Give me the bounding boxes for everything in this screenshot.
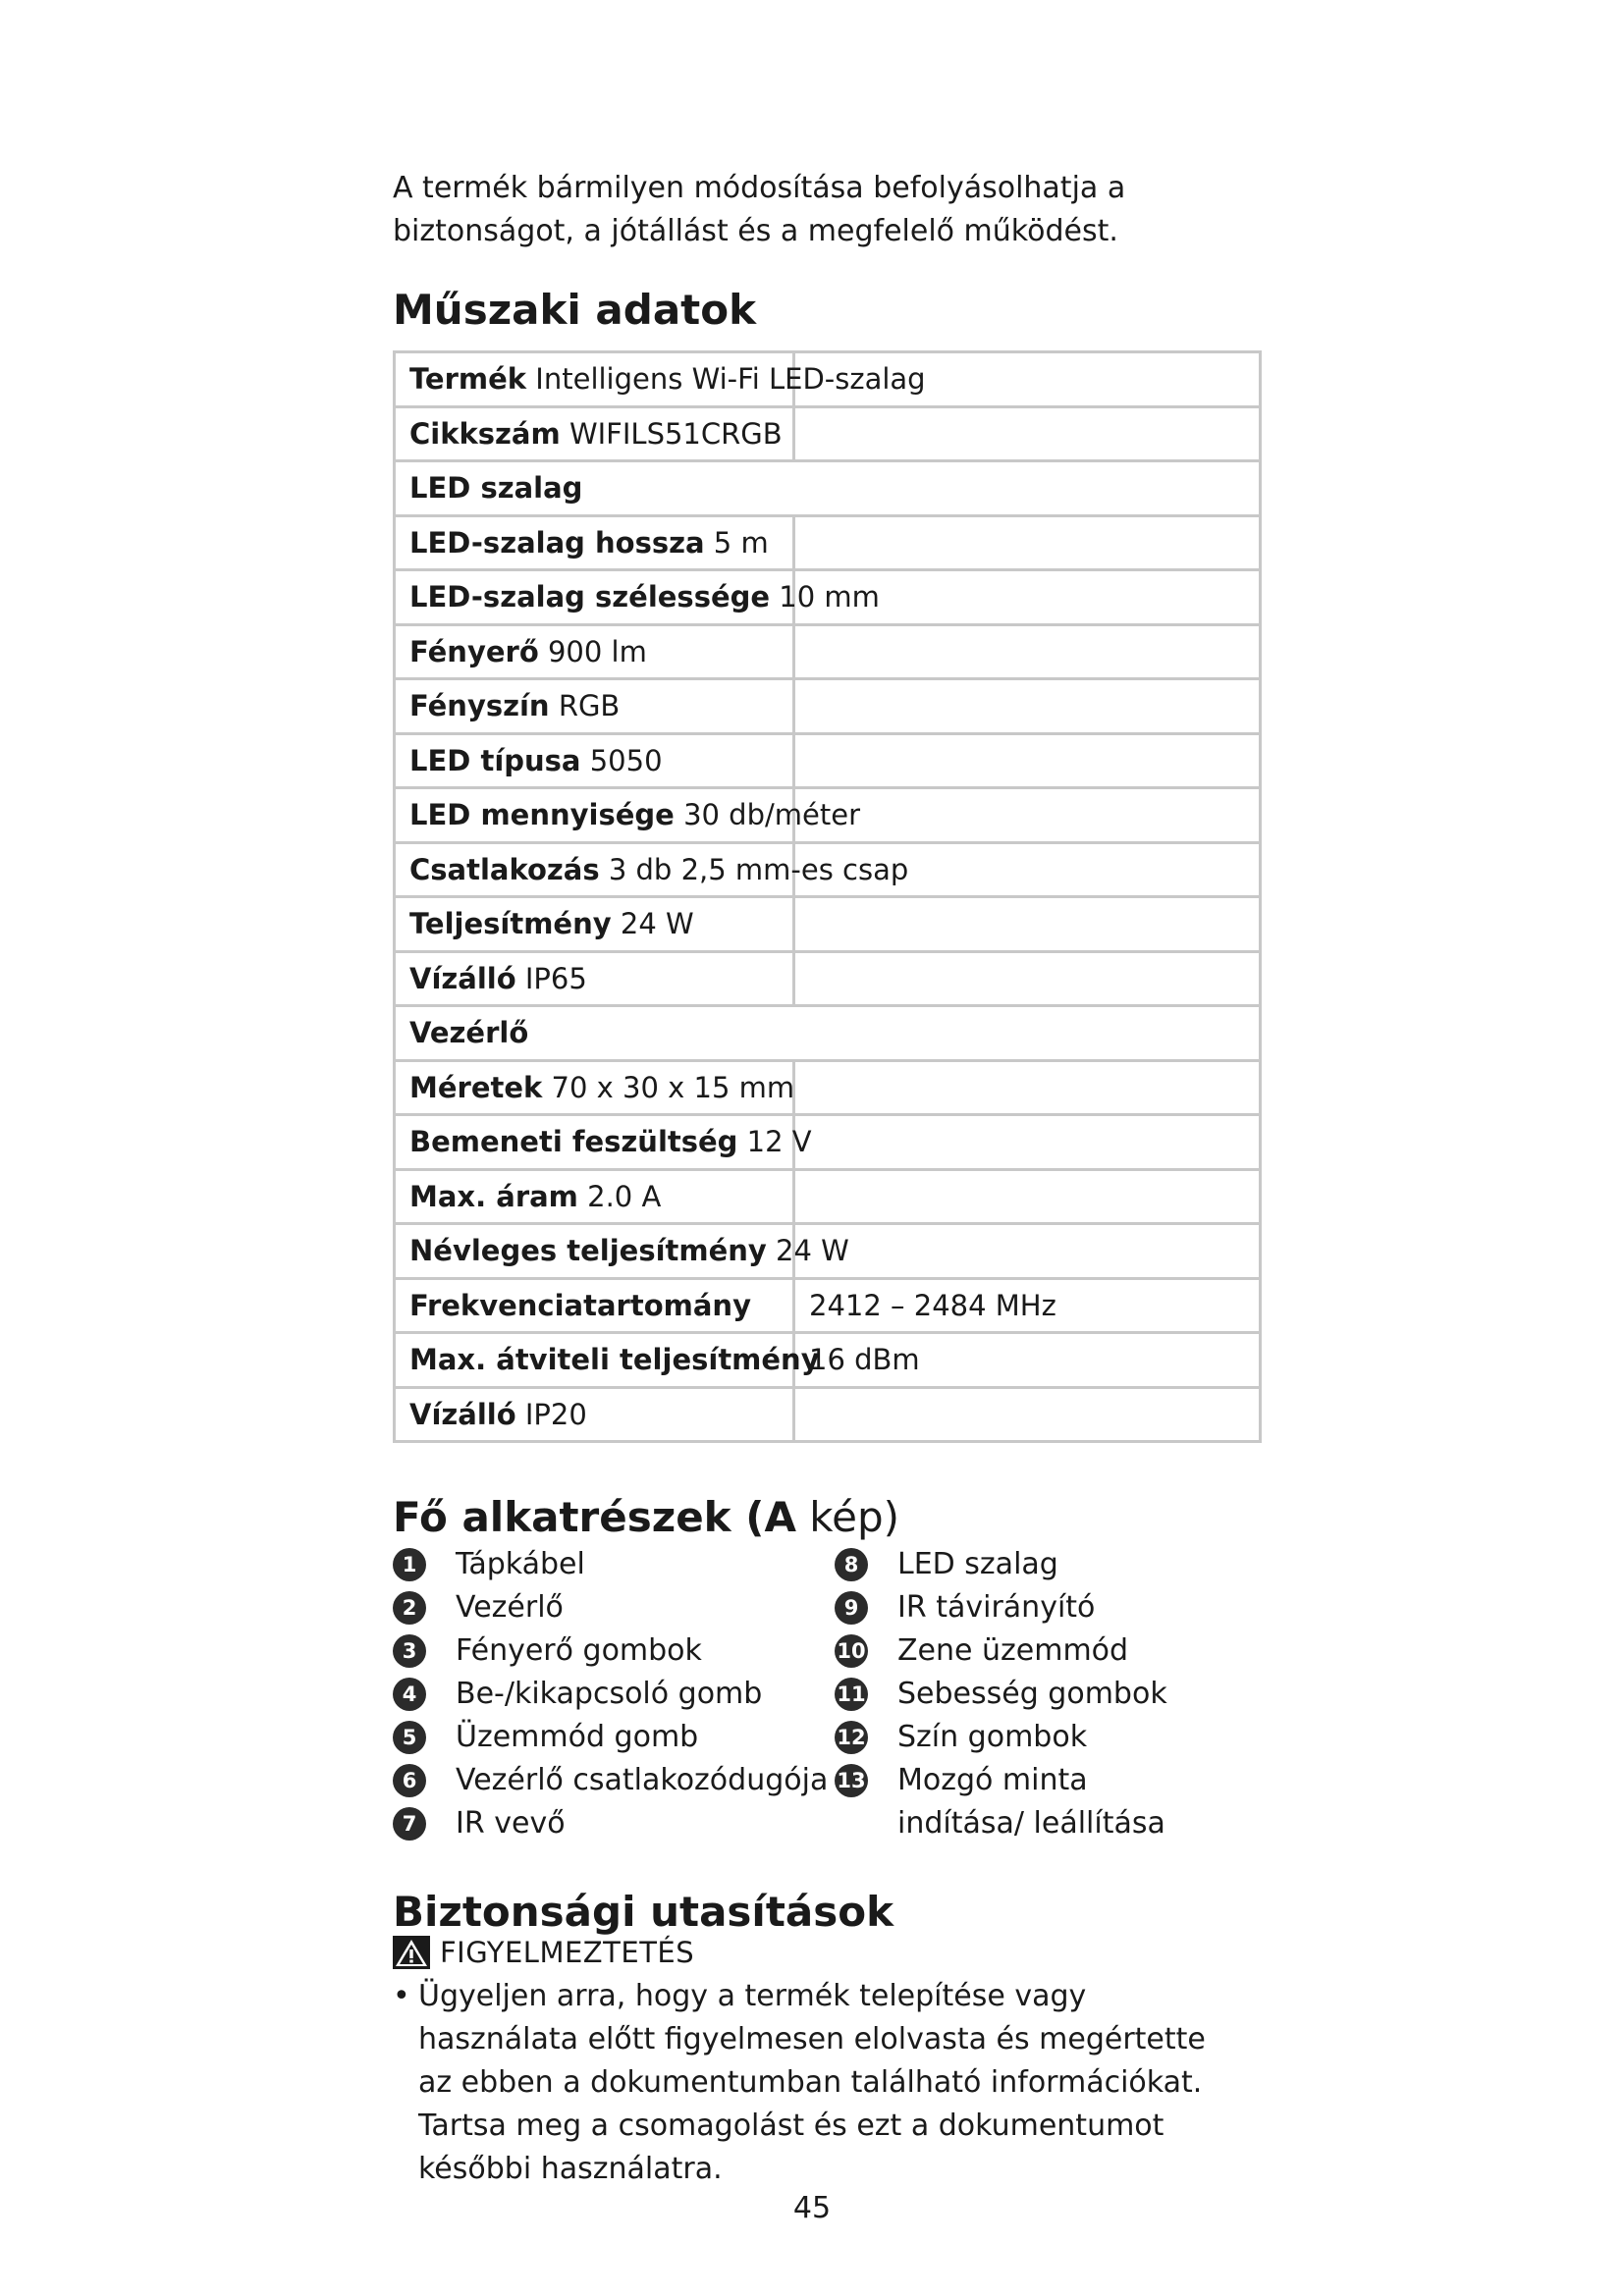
component-number-badge: 11 [835, 1678, 868, 1711]
spec-cell-label [395, 1387, 794, 1442]
component-label: Tápkábel [456, 1547, 585, 1581]
spec-label: Vezérlő [409, 1016, 529, 1050]
spec-cell-value [794, 951, 1261, 1006]
spec-label: Max. átviteli teljesítmény [409, 1343, 820, 1377]
component-item [835, 1586, 1192, 1629]
spec-cell-label [395, 1169, 794, 1224]
warning-triangle-icon [393, 1936, 430, 1969]
spec-row [395, 570, 1261, 625]
component-item [835, 1543, 1192, 1586]
component-number-badge: 8 [835, 1548, 868, 1581]
spec-label: Max. áram [409, 1179, 578, 1213]
component-item [393, 1586, 828, 1629]
spec-cell-text [409, 417, 783, 451]
spec-cell-text [409, 635, 647, 668]
spec-cell-label [395, 406, 794, 461]
spec-cell-text [409, 362, 926, 396]
spec-row [395, 1169, 1261, 1224]
component-label: Vezérlő csatlakozódugója [456, 1763, 829, 1797]
spec-label: Névleges teljesítmény [409, 1234, 767, 1268]
component-item [393, 1716, 828, 1759]
spec-cell-label [395, 733, 794, 788]
spec-cell-value [794, 788, 1261, 843]
spec-cell-value [794, 897, 1261, 952]
spec-label: LED mennyisége [409, 798, 675, 832]
warning-line [393, 1936, 694, 1969]
component-label: Vezérlő [456, 1590, 564, 1625]
component-item [393, 1543, 828, 1586]
spec-cell-label [395, 679, 794, 734]
spec-label: Fényerő [409, 634, 539, 668]
spec-label: LED-szalag szélessége [409, 580, 771, 614]
spec-cell-label [395, 1006, 1261, 1061]
spec-row [395, 352, 1261, 407]
component-label: Fényerő gombok [456, 1633, 702, 1668]
spec-row [395, 733, 1261, 788]
spec-row [395, 842, 1261, 897]
spec-cell-label [395, 1224, 849, 1279]
component-item [393, 1759, 828, 1802]
components-heading-bold: Fő alkatrészek ( [393, 1493, 765, 1541]
safety-bullet [393, 1975, 1257, 2191]
components-list-left [393, 1543, 828, 1845]
spec-cell-text [409, 580, 880, 614]
component-number-badge: 12 [835, 1721, 868, 1754]
spec-row [395, 624, 1261, 679]
spec-row [395, 406, 1261, 461]
component-label: Üzemmód gomb [456, 1720, 699, 1754]
spec-row [395, 461, 1261, 516]
spec-value: 3 db 2,5 mm-es csap [608, 852, 909, 886]
component-item [835, 1716, 1192, 1759]
component-item [393, 1629, 828, 1673]
spec-cell-text [409, 1234, 849, 1267]
spec-row [395, 1333, 1261, 1388]
spec-value: 12 V [746, 1125, 812, 1159]
component-item [393, 1673, 828, 1716]
spec-cell-text [409, 744, 663, 777]
spec-cell-text [409, 907, 694, 940]
spec-cell-value [794, 1224, 1261, 1279]
bullet-dot: • [393, 1979, 410, 2013]
spec-row [395, 788, 1261, 843]
safety-bullet-text: Ügyeljen arra, hogy a termék telepítése vagy használata előtt figyelmesen elolvasta és megértette az ebben a dokumentumban található információkat. Tartsa meg a csomagolást és ezt a dokumentumot későbbi használatra. [418, 1979, 1206, 2186]
spec-cell-label [395, 1333, 820, 1388]
component-label: IR vevő [456, 1806, 566, 1841]
spec-label: Frekvenciatartomány [409, 1288, 751, 1322]
component-label: Sebesség gombok [897, 1677, 1167, 1711]
spec-cell-label [395, 515, 794, 570]
spec-cell-label [395, 1115, 812, 1170]
components-list-right [835, 1543, 1192, 1845]
spec-cell-text [409, 1071, 794, 1104]
spec-cell-value [794, 624, 1261, 679]
spec-value: IP20 [524, 1397, 587, 1431]
spec-cell-label [395, 788, 860, 843]
spec-value: 24 W [620, 907, 694, 941]
spec-value: 10 mm [779, 580, 880, 614]
spec-row [395, 1115, 1261, 1170]
component-number-badge: 1 [393, 1548, 426, 1581]
spec-row [395, 515, 1261, 570]
spec-label: Méretek [409, 1070, 543, 1104]
safety-heading: Biztonsági utasítások [393, 1888, 894, 1936]
spec-value: 5 m [713, 525, 769, 560]
component-number-badge: 2 [393, 1591, 426, 1625]
specs-heading: Műszaki adatok [393, 286, 757, 334]
spec-value: IP65 [524, 961, 587, 995]
component-number-badge: 3 [393, 1634, 426, 1668]
spec-cell-value [794, 515, 1261, 570]
spec-cell-label [395, 570, 880, 625]
intro-paragraph: A termék bármilyen módosítása befolyásolhatja a biztonságot, a jótállást és a megfelelő működést. [393, 171, 1126, 248]
spec-cell-value [794, 679, 1261, 734]
spec-cell-text [409, 526, 769, 560]
warning-label: FIGYELMEZTETÉS [440, 1936, 695, 1969]
spec-cell-value [794, 1169, 1261, 1224]
spec-value: 2.0 A [587, 1179, 662, 1213]
components-heading-letter: A [764, 1493, 796, 1541]
component-label: Zene üzemmód [897, 1633, 1129, 1668]
spec-label: Bemeneti feszültség [409, 1125, 738, 1159]
spec-value: 30 db/méter [683, 798, 860, 832]
spec-label: Csatlakozás [409, 852, 600, 886]
component-item [393, 1802, 828, 1845]
spec-cell-value [794, 1060, 1261, 1115]
spec-label: LED-szalag hossza [409, 525, 705, 560]
spec-row [395, 1387, 1261, 1442]
spec-label: Vízálló [409, 961, 516, 995]
component-label: Be-/kikapcsoló gomb [456, 1677, 763, 1711]
spec-cell-text [409, 689, 620, 722]
spec-cell-text [409, 1125, 812, 1158]
spec-cell-value [794, 1333, 1261, 1388]
component-item [835, 1759, 1192, 1845]
spec-row [395, 1006, 1261, 1061]
spec-row [395, 1278, 1261, 1333]
spec-cell-value [794, 1387, 1261, 1442]
components-heading-plain: kép) [795, 1493, 900, 1541]
spec-label: Vízálló [409, 1397, 516, 1431]
spec-label: LED szalag [409, 471, 583, 506]
spec-cell-text [409, 471, 582, 505]
spec-cell-label [395, 842, 909, 897]
spec-cell-label [395, 461, 1261, 516]
spec-cell-label [395, 951, 794, 1006]
spec-cell-value [794, 406, 1261, 461]
spec-row [395, 1224, 1261, 1279]
spec-cell-value [794, 1115, 1261, 1170]
spec-cell-text [409, 798, 860, 831]
component-item [835, 1629, 1192, 1673]
spec-value-right: 2412 – 2484 MHz [809, 1288, 1056, 1322]
spec-cell-label [395, 1278, 794, 1333]
spec-value: RGB [558, 689, 621, 723]
component-item [835, 1673, 1192, 1716]
spec-cell-text [409, 1180, 661, 1213]
component-number-badge: 9 [835, 1591, 868, 1625]
component-number-badge: 13 [835, 1764, 868, 1797]
spec-cell-text [409, 853, 908, 886]
spec-cell-text [409, 1016, 528, 1049]
spec-cell-label [395, 352, 926, 407]
spec-label: Teljesítmény [409, 907, 612, 941]
spec-value: WIFILS51CRGB [568, 416, 783, 451]
components-heading [393, 1492, 899, 1543]
spec-label: LED típusa [409, 743, 581, 777]
specs-table [393, 350, 1262, 1443]
spec-cell-label [395, 1060, 794, 1115]
spec-value: 70 x 30 x 15 mm [551, 1070, 795, 1104]
component-number-badge: 5 [393, 1721, 426, 1754]
spec-row [395, 1060, 1261, 1115]
component-label: LED szalag [897, 1547, 1058, 1581]
spec-cell-text [409, 962, 587, 995]
spec-cell-text [409, 1398, 587, 1431]
spec-value: Intelligens Wi-Fi LED-szalag [535, 362, 926, 397]
spec-label: Fényszín [409, 689, 550, 723]
spec-cell-value [794, 733, 1261, 788]
spec-value: 5050 [589, 743, 663, 777]
spec-row [395, 951, 1261, 1006]
spec-row [395, 679, 1261, 734]
component-label: Szín gombok [897, 1720, 1088, 1754]
spec-cell-text [409, 1343, 820, 1376]
component-number-badge: 4 [393, 1678, 426, 1711]
component-label: Mozgó minta indítása/ leállítása [897, 1763, 1165, 1841]
spec-value-right: 16 dBm [809, 1343, 920, 1377]
spec-value: 24 W [776, 1234, 849, 1268]
spec-value: 900 lm [547, 634, 647, 668]
spec-cell-label [395, 624, 794, 679]
spec-cell-value [794, 1278, 1261, 1333]
spec-label: Termék [409, 362, 527, 397]
spec-cell-label [395, 897, 794, 952]
spec-cell-text [409, 1289, 751, 1322]
component-label: IR távirányító [897, 1590, 1096, 1625]
component-number-badge: 10 [835, 1634, 868, 1668]
spec-label: Cikkszám [409, 416, 561, 451]
component-number-badge: 7 [393, 1807, 426, 1841]
spec-row [395, 897, 1261, 952]
page-number: 45 [792, 2191, 832, 2225]
component-number-badge: 6 [393, 1764, 426, 1797]
